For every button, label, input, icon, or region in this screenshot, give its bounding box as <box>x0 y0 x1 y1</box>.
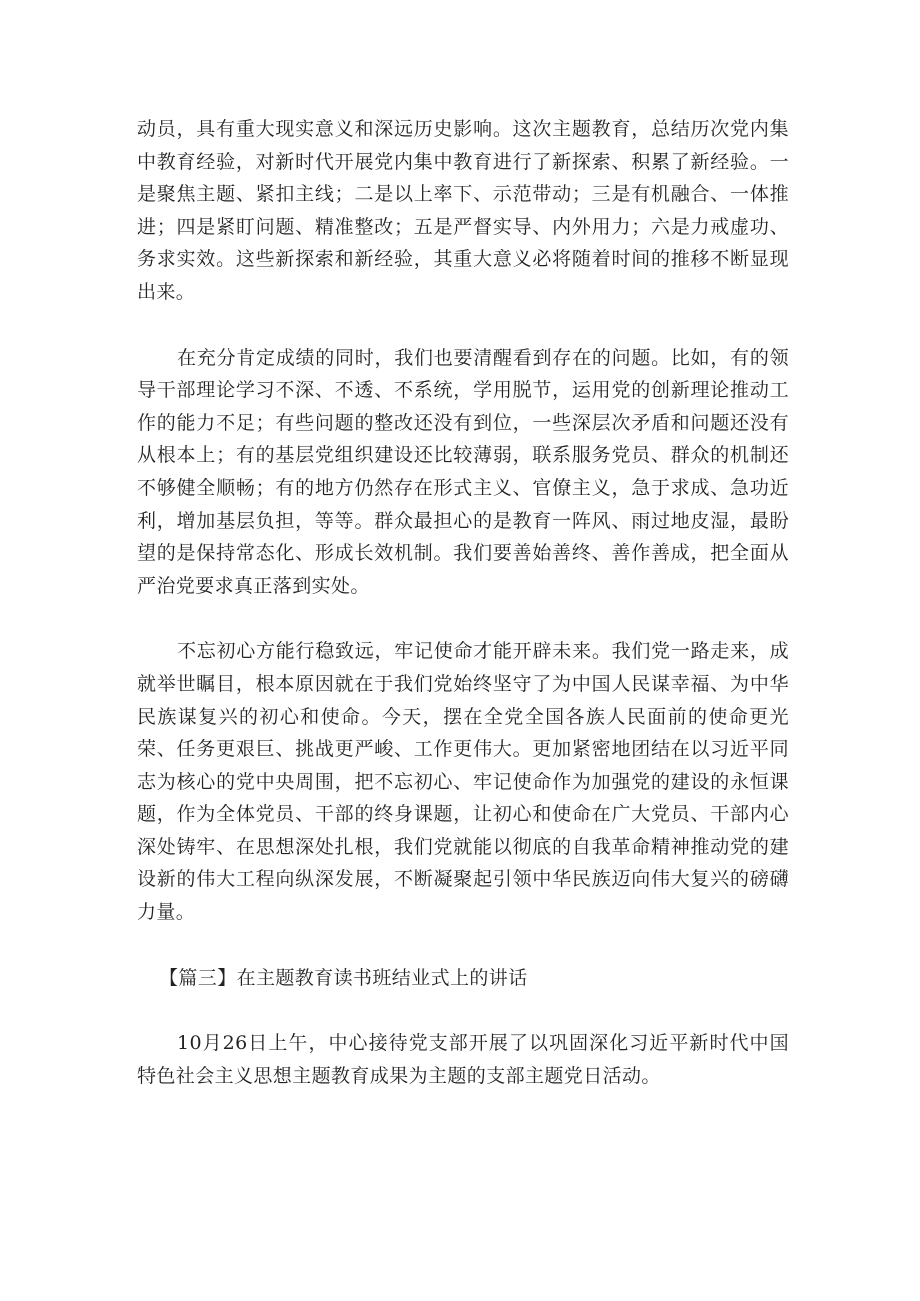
paragraph-original-aspiration: 不忘初心方能行稳致远，牢记使命才能开辟未来。我们党一路走来，成就举世瞩目，根本原因就在于我们党始终坚守了为中国人民谋幸福、为中华民族谋复兴的初心和使命。今天，摆在全党全国各族人民面前的使命更光荣、任务更艰巨、挑战更严峻、工作更伟大。更加紧密地团结在以习近平同志为核心的党中央周围，把不忘初心、牢记使命作为加强党的建设的永恒课题，作为全体党员、干部的终身课题，让初心和使命在广大党员、干部内心深处铸牢、在思想深处扎根，我们党就能以彻底的自我革命精神推动党的建设新的伟大工程向纵深发展，不断凝聚起引领中华民族迈向伟大复兴的磅礴力量。 <box>137 640 789 924</box>
document-body <box>137 113 789 1092</box>
section-heading: 【篇三】在主题教育读书班结业式上的讲话 <box>159 966 528 989</box>
paragraph-continuation: 动员，具有重大现实意义和深远历史影响。这次主题教育，总结历次党内集中教育经验，对新时代开展党内集中教育进行了新探索、积累了新经验。一是聚焦主题、紧扣主线；二是以上率下、示范带动；三是有机融合、一体推进；四是紧盯问题、精准整改；五是严督实导、内外用力；六是力戒虚功、务求实效。这些新探索和新经验，其重大意义必将随着时间的推移不断显现出来。 <box>137 118 789 303</box>
paragraph-problems: 在充分肯定成绩的同时，我们也要清醒看到存在的问题。比如，有的领导干部理论学习不深、不透、不系统，学用脱节，运用党的创新理论推动工作的能力不足；有些问题的整改还没有到位，一些深层次矛盾和问题还没有从根本上；有的基层党组织建设还比较薄弱，联系服务党员、群众的机制还不够健全顺畅；有的地方仍然存在形式主义、官僚主义，急于求成、急功近利，增加基层负担，等等。群众最担心的是教育一阵风、雨过地皮湿，最盼望的是保持常态化、形成长效机制。我们要善始善终、善作善成，把全面从严治党要求真正落到实处。 <box>137 346 789 597</box>
paragraph-activity: 10月26日上午，中心接待党支部开展了以巩固深化习近平新时代中国特色社会主义思想主题教育成果为主题的支部主题党日活动。 <box>137 1032 789 1087</box>
